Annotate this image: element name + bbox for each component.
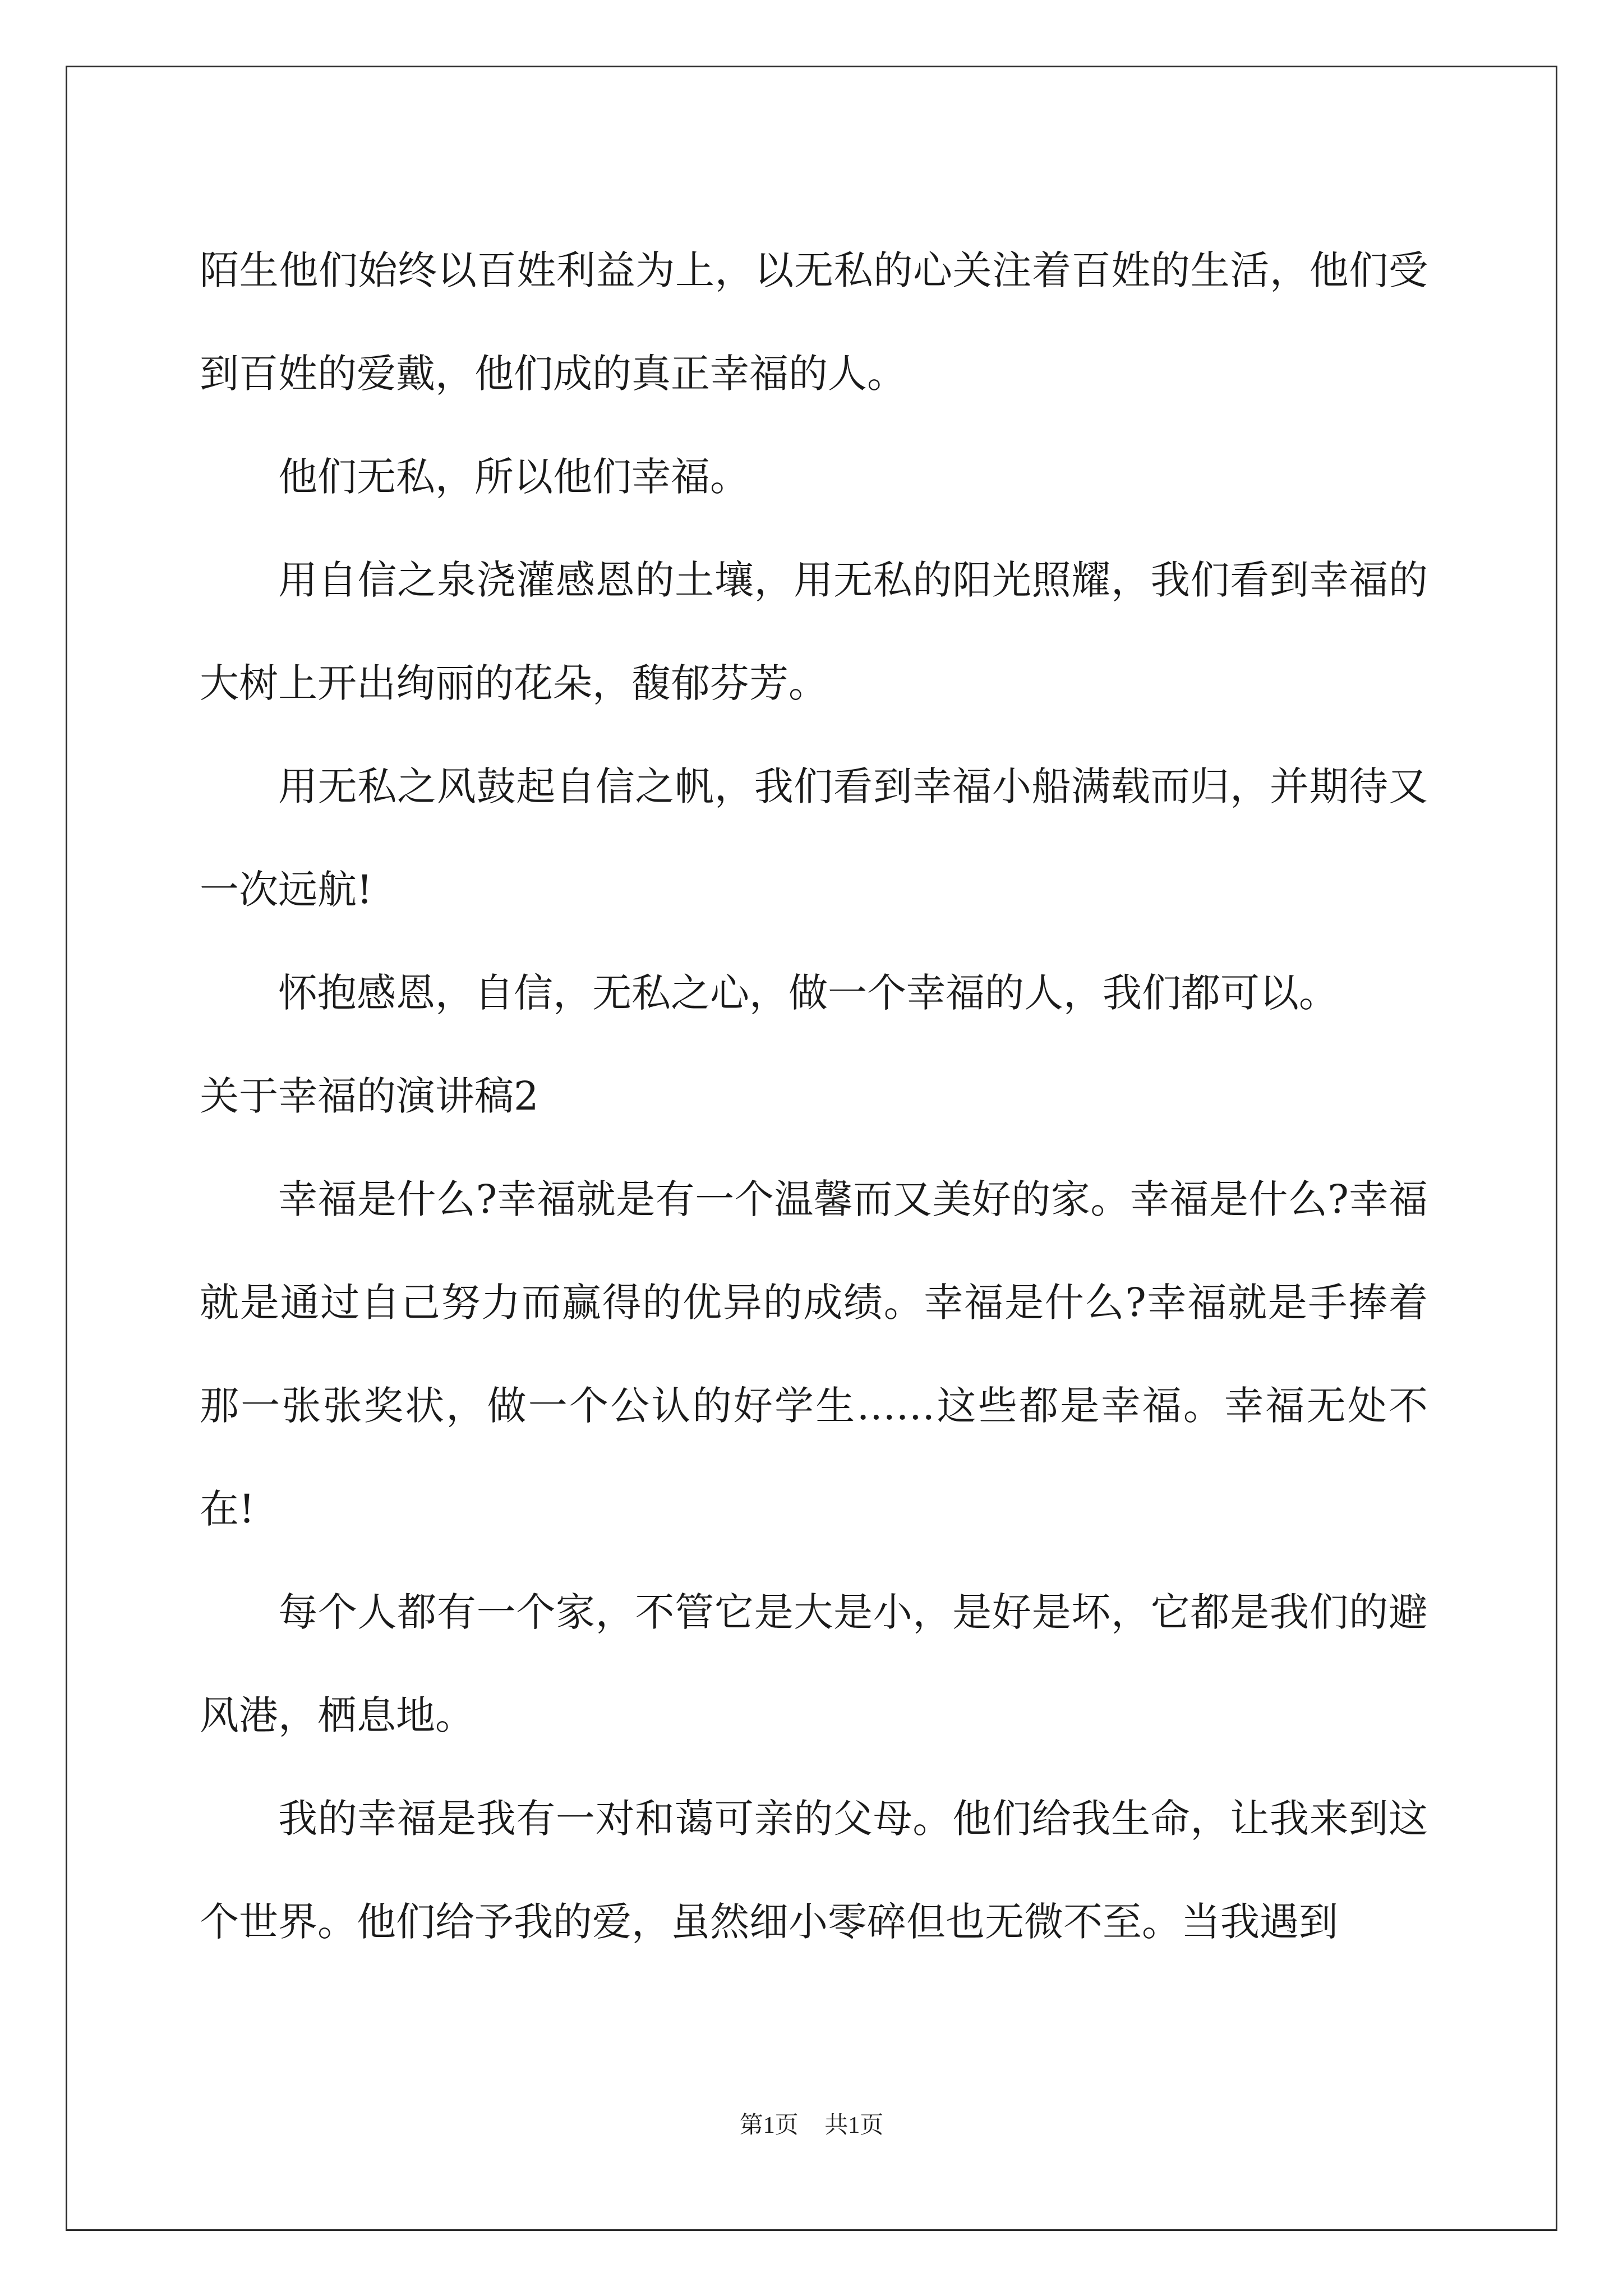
page-total: 共1页 [824,2113,884,2138]
paragraph-7: 每个人都有一个家，不管它是大是小，是好是坏，它都是我们的避风港，栖息地。 [200,1589,1428,1738]
paragraph-6: 幸福是什么?幸福就是有一个温馨而又美好的家。幸福是什么?幸福就是通过自己努力而赢得的优异的成绩。幸福是什么?幸福就是手捧着那一张张奖状，做一个公认的好学生……这些都是幸福。幸福无处不在! [200,1176,1428,1532]
paragraph-5: 怀抱感恩，自信，无私之心，做一个幸福的人，我们都可以。 [278,970,1338,1016]
section-heading: 关于幸福的演讲稿2 [200,1073,539,1119]
page-footer [0,2106,1623,2140]
page-number: 第1页 [739,2113,799,2138]
paragraph-1: 陌生他们始终以百姓利益为上，以无私的心关注着百姓的生活，他们受到百姓的爱戴，他们成的真正幸福的人。 [200,247,1428,397]
document-body [200,219,1428,1973]
paragraph-4: 用无私之风鼓起自信之帆，我们看到幸福小船满载而归，并期待又一次远航! [200,763,1428,913]
paragraph-8: 我的幸福是我有一对和蔼可亲的父母。他们给我生命，让我来到这个世界。他们给予我的爱，虽然细小零碎但也无微不至。当我遇到 [200,1796,1428,1945]
paragraph-3: 用自信之泉浇灌感恩的土壤，用无私的阳光照耀，我们看到幸福的大树上开出绚丽的花朵，馥郁芬芳。 [200,557,1428,706]
paragraph-2: 他们无私，所以他们幸福。 [278,454,749,500]
